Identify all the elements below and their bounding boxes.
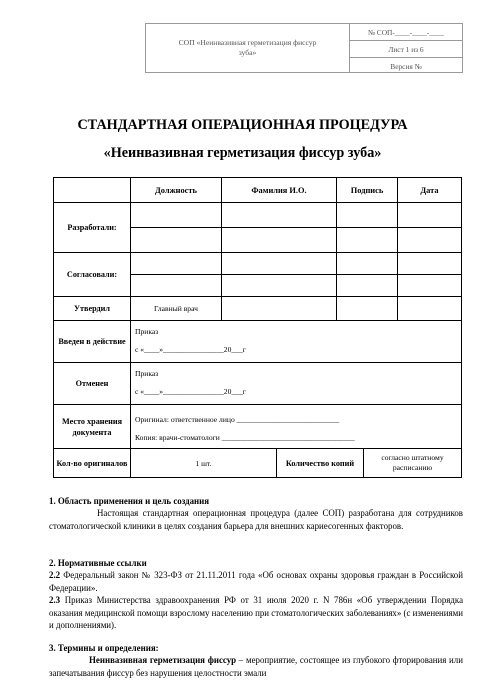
table-corner-cell	[53, 177, 131, 203]
table-cell	[397, 296, 462, 321]
ref-1-text: Федеральный закон № 323-ФЗ от 21.11.2011 года «Об основах охраны здоровья граждан в Российской Федерации».	[49, 570, 463, 593]
copies-value: согласно штатному расписанию	[363, 448, 462, 478]
table-cell	[130, 274, 222, 297]
col-name: Фамилия И.О.	[221, 177, 337, 203]
table-cell	[336, 296, 398, 321]
table-cell	[336, 274, 398, 297]
section-2-heading: 2. Нормативные ссылки	[49, 558, 147, 568]
header-meta	[350, 24, 462, 72]
table-cell	[221, 296, 337, 321]
cancelled-order-label: Приказ	[135, 369, 159, 378]
row-developed-label: Разработали:	[53, 202, 131, 253]
row-cancelled-label: Отменен	[53, 362, 131, 405]
cancelled-order	[130, 362, 462, 405]
table-cell	[397, 202, 462, 228]
header-sheet: Лист 1 из 6	[350, 41, 462, 58]
col-date: Дата	[397, 177, 462, 203]
table-cell	[336, 252, 398, 275]
section-3-text	[49, 654, 463, 679]
document-subtitle: «Неинвазивная герметизация фиссур зуба»	[103, 145, 382, 161]
document-header	[145, 23, 463, 73]
storage-cell	[130, 404, 462, 449]
col-signature: Подпись	[336, 177, 398, 203]
ref-2-text: Приказ Министерства здравоохранения РФ от 31 июля 2020 г. N 786н «Об утверждении Порядка оказания медицинской помощи взрослому населению при стоматологических заболеваниях» (с изменениями и дополнениями).	[49, 595, 464, 631]
section-2-ref-2	[49, 594, 463, 631]
storage-copies: Копия: врачи-стоматологи ___________________________________	[135, 433, 355, 442]
term-definition: – мероприятие, состоящее из глубокого фторирования или запечатывания фиссур без нарушения целостности эмали	[49, 655, 463, 678]
col-position: Должность	[130, 177, 222, 203]
table-cell	[221, 252, 337, 275]
table-cell	[130, 202, 222, 228]
ref-1-number: 2.2	[49, 570, 61, 581]
copies-label: Количество копий	[276, 448, 364, 478]
row-originals-label: Кол-во оригиналов	[53, 448, 131, 478]
ref-2-number: 2.3	[49, 595, 61, 606]
section-1-heading: 1. Область применения и цель создания	[49, 496, 210, 506]
row-storage-label: Место хранения документа	[53, 404, 131, 449]
section-1	[49, 495, 463, 532]
header-sop-title: СОП «Неинвазивная герметизация фиссур зуба»	[178, 38, 317, 57]
document-title: СТАНДАРТНАЯ ОПЕРАЦИОННАЯ ПРОЦЕДУРА	[77, 117, 408, 133]
row-agreed-label: Согласовали:	[53, 252, 131, 297]
table-cell	[221, 227, 337, 253]
header-sop-title-cell	[146, 24, 350, 72]
introduced-order-label: Приказ	[135, 327, 159, 336]
table-cell	[397, 274, 462, 297]
approval-table	[53, 177, 462, 478]
introduced-order-date: с «____»________________20___г	[135, 345, 246, 354]
table-cell	[336, 202, 398, 228]
originals-value: 1 шт.	[130, 448, 277, 478]
table-cell	[221, 202, 337, 228]
cancelled-order-date: с «____»________________20___г	[135, 387, 246, 396]
section-3	[49, 642, 463, 679]
table-cell	[221, 274, 337, 297]
section-1-text: Настоящая стандартная операционная процедура (далее СОП) разработана для сотрудников стоматологической клиники в целях создания барьера для внешних кариесогенных факторов.	[49, 508, 463, 531]
storage-original: Оригинал: ответственное лицо ___________________________	[135, 415, 340, 424]
header-version: Версия №	[390, 61, 422, 71]
table-cell	[130, 227, 222, 253]
row-approved-label: Утвердил	[53, 296, 131, 321]
section-2	[49, 557, 463, 631]
table-cell	[397, 227, 462, 253]
table-cell	[130, 252, 222, 275]
table-cell	[336, 227, 398, 253]
table-cell	[397, 252, 462, 275]
approved-position: Главный врач	[130, 296, 222, 321]
section-2-ref-1	[49, 569, 463, 594]
term-name: Неинвазивная герметизация фиссур	[89, 655, 237, 666]
row-introduced-label: Введен в действие	[53, 320, 131, 363]
header-sop-number: № СОП-____-____-____	[350, 24, 462, 41]
section-3-heading: 3. Термины и определения:	[49, 643, 159, 653]
introduced-order	[130, 320, 462, 363]
